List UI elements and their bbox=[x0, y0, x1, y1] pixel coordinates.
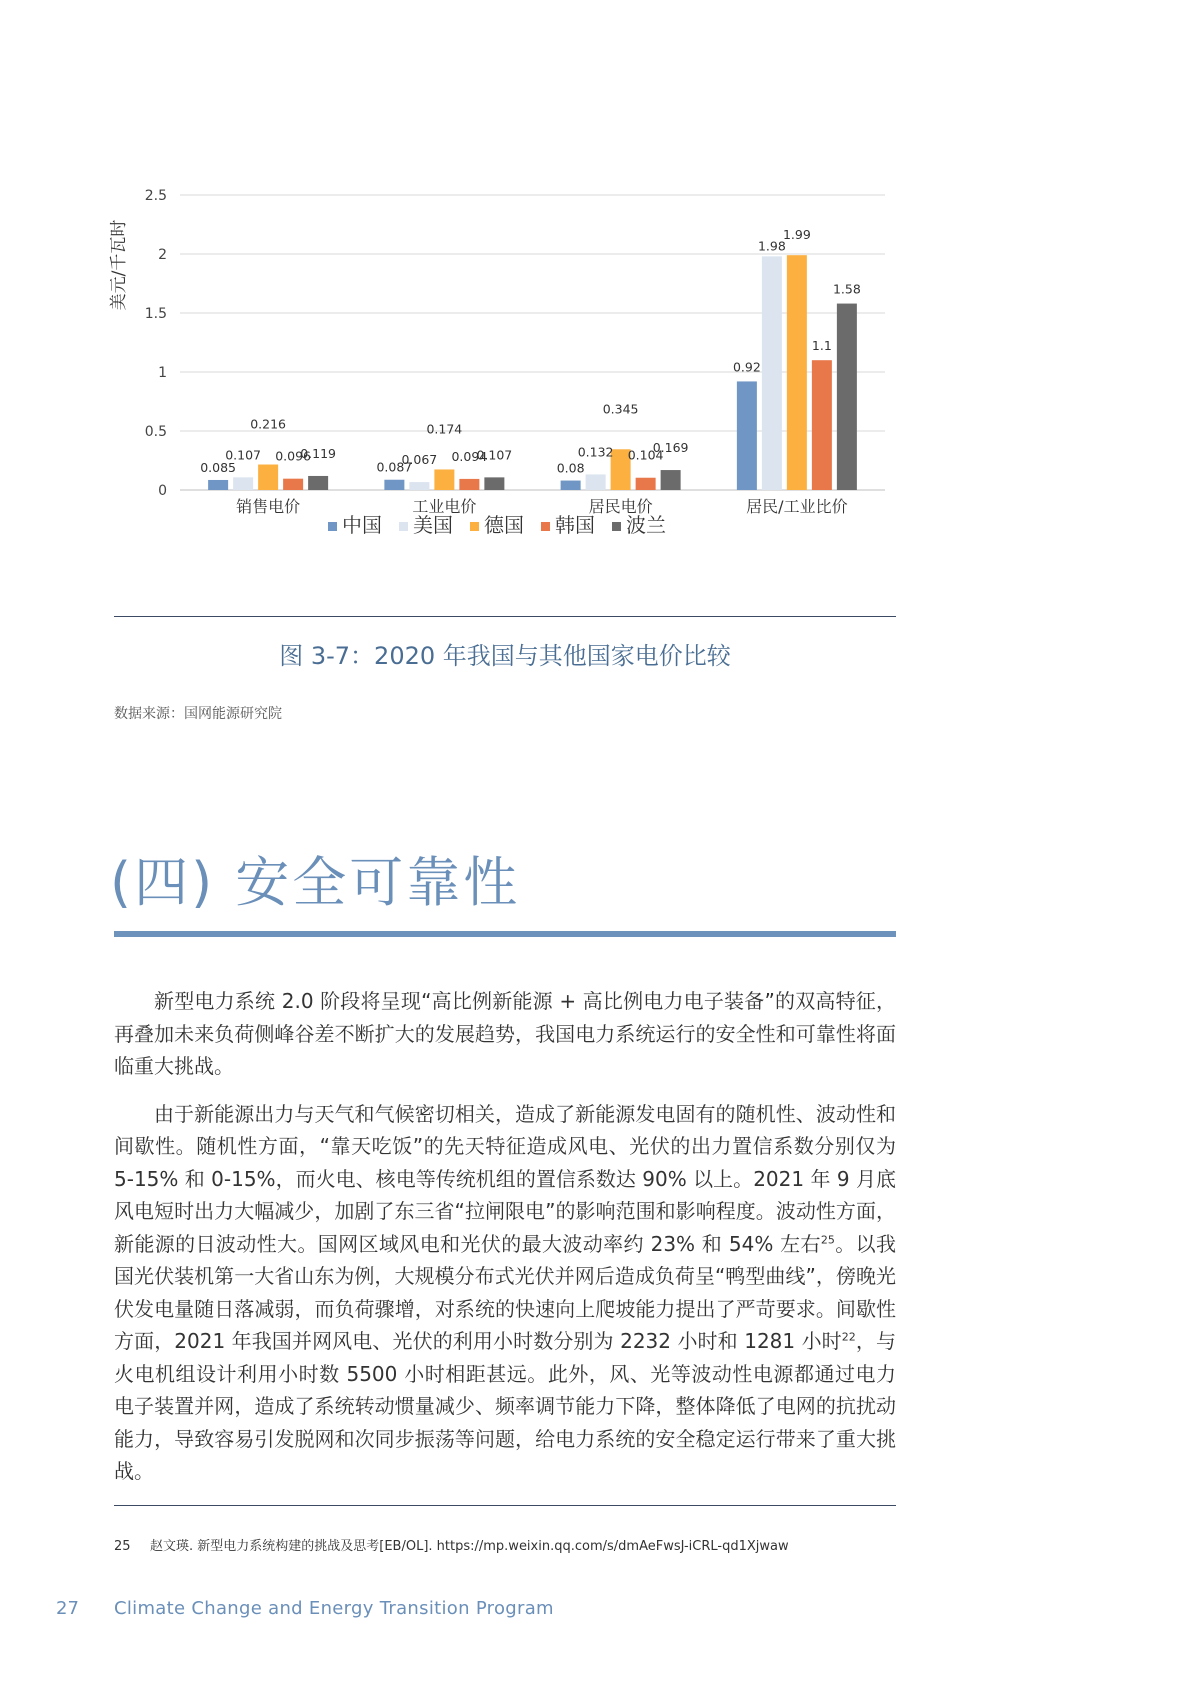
legend-label: 美国 bbox=[413, 513, 453, 537]
data-label: 1.99 bbox=[782, 227, 811, 243]
data-label: 0.119 bbox=[300, 445, 337, 461]
section-heading-bar bbox=[114, 931, 896, 937]
bar-2-3 bbox=[636, 478, 656, 490]
bar-2-1 bbox=[586, 474, 606, 490]
figure-caption: 图 3-7：2020 年我国与其他国家电价比较 bbox=[279, 642, 731, 670]
legend-swatch bbox=[399, 522, 408, 531]
price-comparison-chart bbox=[100, 170, 900, 570]
page-number: 27 bbox=[56, 1598, 79, 1619]
bar-1-4 bbox=[484, 477, 504, 490]
chart-data-labels bbox=[200, 227, 861, 475]
data-label: 0.08 bbox=[556, 460, 585, 476]
y-tick-label: 0 bbox=[158, 483, 167, 499]
bar-0-4 bbox=[308, 476, 328, 490]
bar-0-0 bbox=[208, 480, 228, 490]
bar-0-2 bbox=[258, 465, 278, 490]
legend-swatch bbox=[470, 522, 479, 531]
bar-3-2 bbox=[787, 255, 807, 490]
x-category-label: 居民电价 bbox=[588, 497, 653, 516]
paragraph-2-part-c: ，与火电机组设计利用小时数 5500 小时相距甚远。此外，风、光等波动性电源都通过电力电子装置并网，造成了系统转动惯量减少、频率调节能力下降，整体降低了电网的抗扰动能力，导致容易引发脱网和次同步振荡等问题，给电力系统的安全稳定运行带来了重大挑战。 bbox=[114, 1329, 897, 1483]
bar-2-4 bbox=[661, 470, 681, 490]
legend-label: 德国 bbox=[484, 513, 524, 537]
y-axis-label: 美元/千瓦时 bbox=[109, 219, 129, 311]
y-tick-label: 0.5 bbox=[144, 424, 167, 440]
legend-label: 中国 bbox=[342, 513, 382, 537]
x-axis-categories bbox=[236, 497, 847, 516]
data-label: 0.087 bbox=[376, 459, 413, 475]
paragraph-2-part-b: 。以我国光伏装机第一大省山东为例，大规模分布式光伏并网后造成负荷呈“鸭型曲线”，傍晚光伏发电量随日落减弱，而负荷骤增，对系统的快速向上爬坡能力提出了严苛要求。间歇性方面，2021 年我国并网风电、光伏的利用小时数分别为 2232 小时和 1281 小时 bbox=[114, 1231, 896, 1353]
legend-swatch bbox=[612, 522, 621, 531]
footnote-ref-22[interactable]: 22 bbox=[841, 1330, 856, 1344]
bar-3-0 bbox=[737, 381, 757, 490]
data-label: 0.107 bbox=[476, 447, 513, 463]
footnote-25 bbox=[114, 1535, 789, 1554]
bar-2-0 bbox=[561, 481, 581, 490]
data-label: 1.1 bbox=[811, 338, 832, 354]
bar-1-1 bbox=[409, 482, 429, 490]
x-category-label: 居民/工业比价 bbox=[746, 497, 848, 516]
y-axis-ticks bbox=[145, 188, 167, 499]
x-category-label: 销售电价 bbox=[236, 497, 301, 516]
legend-label: 韩国 bbox=[555, 513, 595, 537]
legend-label: 波兰 bbox=[626, 513, 666, 537]
running-footer: Climate Change and Energy Transition Program bbox=[114, 1598, 554, 1619]
footnote-text: 赵文瑛. 新型电力系统构建的挑战及思考[EB/OL]. https://mp.weixin.qq.com/s/dmAeFwsJ-iCRL-qd1Xjwaw bbox=[150, 1539, 789, 1554]
legend-swatch bbox=[328, 522, 337, 531]
bar-0-1 bbox=[233, 477, 253, 490]
bar-1-0 bbox=[384, 480, 404, 490]
bar-3-4 bbox=[837, 304, 857, 490]
data-label: 0.345 bbox=[602, 401, 639, 417]
paragraph-1: 新型电力系统 2.0 阶段将呈现“高比例新能源 + 高比例电力电子装备”的双高特征，再叠加未来负荷侧峰谷差不断扩大的发展趋势，我国电力系统运行的安全性和可靠性将面临重大挑战。 bbox=[114, 989, 896, 1078]
data-label: 0.107 bbox=[225, 447, 262, 463]
bar-3-1 bbox=[762, 256, 782, 490]
data-label: 1.98 bbox=[757, 238, 786, 254]
data-label: 0.132 bbox=[577, 444, 614, 460]
data-source-note: 数据来源：国网能源研究院 bbox=[114, 706, 282, 722]
data-label: 0.92 bbox=[732, 359, 761, 375]
data-label: 0.067 bbox=[401, 452, 438, 468]
data-label: 0.169 bbox=[652, 440, 689, 456]
footnote-rule bbox=[114, 1505, 896, 1506]
data-label: 0.174 bbox=[426, 421, 463, 437]
y-tick-label: 1 bbox=[158, 365, 167, 381]
bar-1-2 bbox=[434, 469, 454, 490]
section-heading: (四) 安全可靠性 bbox=[110, 851, 521, 914]
footnote-ref-25[interactable]: 25 bbox=[820, 1232, 835, 1246]
data-label: 0.094 bbox=[451, 448, 488, 464]
data-label: 0.096 bbox=[275, 448, 312, 464]
bar-0-3 bbox=[283, 479, 303, 490]
paragraph-2 bbox=[114, 1098, 896, 1488]
chart-legend bbox=[328, 513, 666, 537]
data-label: 0.085 bbox=[200, 459, 237, 475]
y-tick-label: 2.5 bbox=[144, 188, 167, 204]
y-tick-label: 2 bbox=[158, 247, 167, 263]
paragraph-2-part-a: 由于新能源出力与天气和气候密切相关，造成了新能源发电固有的随机性、波动性和间歇性。随机性方面，“靠天吃饭”的先天特征造成风电、光伏的出力置信系数分别仅为 5-15% 和 0-15%，而火电、核电等传统机组的置信系数达 90% 以上。2021 年 9 月底风电短时出力大幅减少，加剧了东三省“拉闸限电”的影响范围和影响程度。波动性方面，新能源的日波动性大。国网区域风电和光伏的最大波动率约 23% 和 54% 左右 bbox=[114, 1101, 896, 1256]
y-tick-label: 1.5 bbox=[144, 306, 167, 322]
legend-swatch bbox=[541, 522, 550, 531]
figure-top-rule bbox=[114, 616, 896, 617]
bar-3-3 bbox=[812, 360, 832, 490]
x-category-label: 工业电价 bbox=[412, 497, 477, 516]
data-label: 0.104 bbox=[627, 447, 664, 463]
footnote-number: 25 bbox=[114, 1539, 131, 1554]
body-text bbox=[114, 985, 896, 1503]
data-label: 1.58 bbox=[832, 281, 861, 297]
data-label: 0.216 bbox=[250, 416, 287, 432]
bar-1-3 bbox=[459, 479, 479, 490]
